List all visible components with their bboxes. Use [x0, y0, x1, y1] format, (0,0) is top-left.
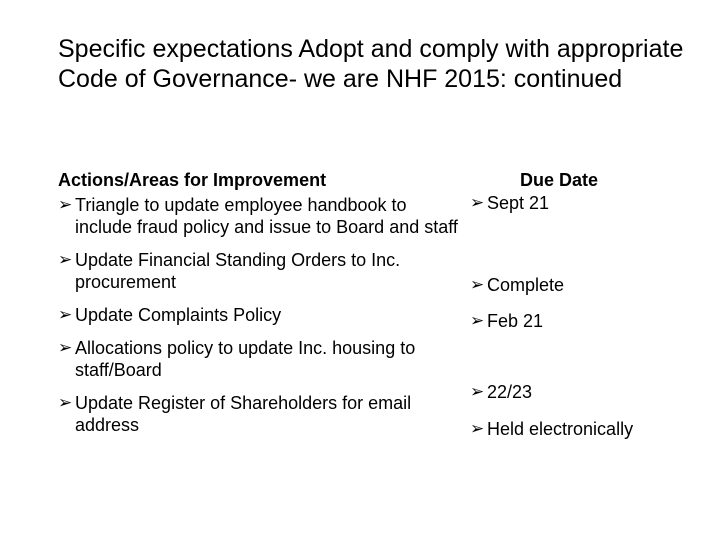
action-text: Triangle to update employee handbook to include fraud policy and issue to Board and staff — [75, 195, 458, 237]
arrow-bullet-icon: ➢ — [58, 393, 73, 413]
due-date-text: Held electronically — [487, 419, 634, 439]
action-item — [58, 304, 458, 326]
arrow-bullet-icon: ➢ — [58, 250, 73, 270]
arrow-bullet-icon: ➢ — [470, 419, 485, 439]
due-date-item — [470, 274, 564, 296]
action-item — [58, 249, 458, 293]
due-date-text: 22/23 — [487, 382, 533, 402]
action-item — [58, 337, 458, 381]
action-text: Update Register of Shareholders for email address — [75, 393, 412, 435]
due-date-item — [470, 418, 637, 440]
action-item — [58, 392, 458, 436]
action-text: Update Complaints Policy — [75, 305, 282, 325]
action-text: Update Financial Standing Orders to Inc. procurement — [75, 250, 401, 292]
arrow-bullet-icon: ➢ — [470, 311, 485, 331]
due-date-text: Feb 21 — [487, 311, 544, 331]
due-date-text: Sept 21 — [487, 193, 550, 213]
arrow-bullet-icon: ➢ — [470, 193, 485, 213]
due-date-item — [470, 381, 532, 403]
due-date-item — [470, 192, 690, 214]
arrow-bullet-icon: ➢ — [58, 195, 73, 215]
actions-heading: Actions/Areas for Improvement — [58, 170, 327, 190]
due-date-heading: Due Date — [520, 170, 599, 190]
due-date-column — [470, 168, 690, 439]
actions-column — [58, 168, 458, 436]
slide-title: Specific expectations Adopt and comply with appropriate Code of Governance- we are NHF 2015: continued — [58, 35, 684, 93]
arrow-bullet-icon: ➢ — [58, 305, 73, 325]
due-date-text: Complete — [487, 275, 565, 295]
action-text: Allocations policy to update Inc. housing to staff/Board — [75, 338, 416, 380]
arrow-bullet-icon: ➢ — [470, 275, 485, 295]
arrow-bullet-icon: ➢ — [58, 338, 73, 358]
action-item — [58, 194, 458, 238]
due-date-item — [470, 310, 543, 332]
arrow-bullet-icon: ➢ — [470, 382, 485, 402]
